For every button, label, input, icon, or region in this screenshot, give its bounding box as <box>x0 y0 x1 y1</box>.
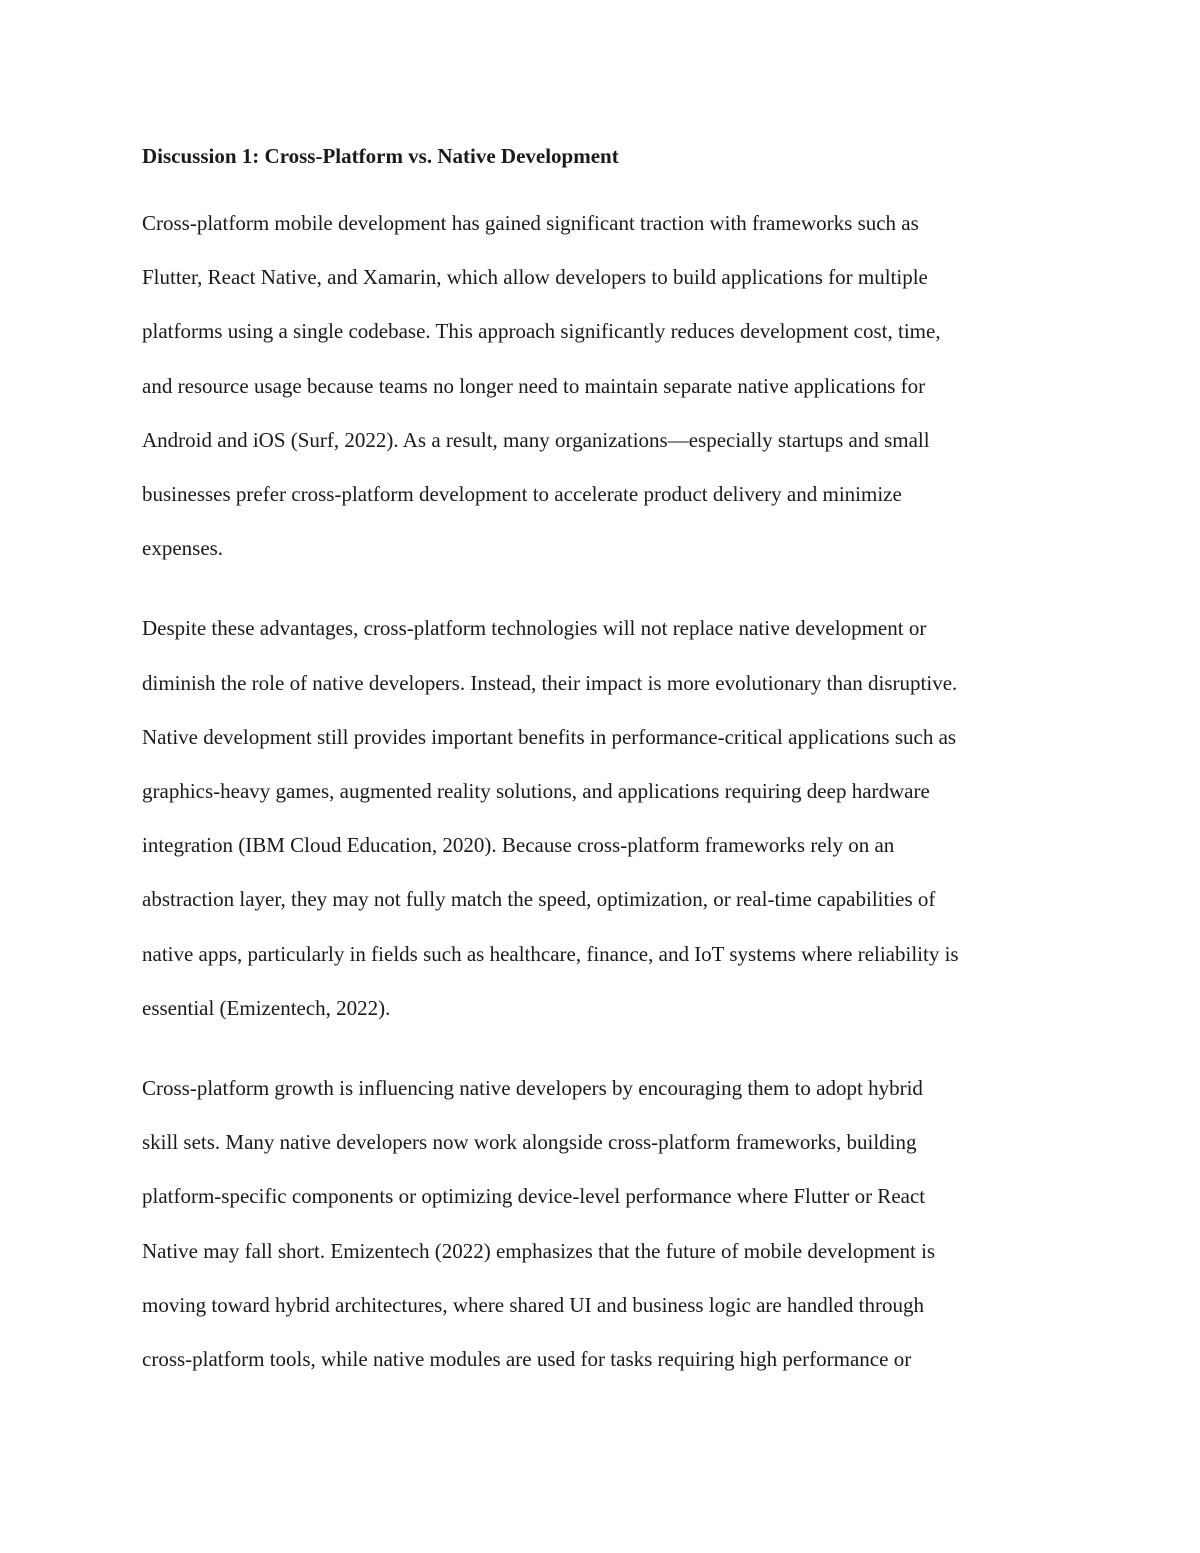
paragraph-line: Native may fall short. Emizentech (2022) emphasizes that the future of mobile development is <box>142 1238 936 1263</box>
paragraph-line: integration (IBM Cloud Education, 2020). Because cross-platform frameworks rely on an <box>142 833 895 858</box>
paragraph-line: Android and iOS (Surf, 2022). As a result, many organizations—especially startups and small <box>142 427 930 452</box>
paragraph-line: skill sets. Many native developers now work alongside cross-platform frameworks, building <box>142 1130 917 1155</box>
paragraph-line: essential (Emizentech, 2022). <box>142 995 391 1020</box>
paragraph-line: Cross-platform growth is influencing native developers by encouraging them to adopt hybrid <box>142 1076 923 1101</box>
paragraph-line: Despite these advantages, cross-platform technologies will not replace native development or <box>142 616 927 641</box>
paragraph-line: Cross-platform mobile development has gained significant traction with frameworks such as <box>142 211 919 235</box>
paragraph-line: Flutter, React Native, and Xamarin, which allow developers to build applications for multiple <box>142 265 928 290</box>
paragraph-line: moving toward hybrid architectures, where shared UI and business logic are handled through <box>142 1292 925 1317</box>
paragraph-line: and resource usage because teams no longer need to maintain separate native applications for <box>142 373 926 398</box>
paragraph-line: graphics-heavy games, augmented reality solutions, and applications requiring deep hardware <box>142 779 930 804</box>
document-title: Discussion 1: Cross-Platform vs. Native Development <box>142 144 619 168</box>
paragraph-line: native apps, particularly in fields such as healthcare, finance, and IoT systems where reliability is <box>142 941 959 966</box>
paragraph-line: businesses prefer cross-platform development to accelerate product delivery and minimize <box>142 482 902 507</box>
paragraph-line: cross-platform tools, while native modules are used for tasks requiring high performance or <box>142 1347 912 1372</box>
paragraph-3 <box>142 1061 1060 1386</box>
paragraph-line: abstraction layer, they may not fully match the speed, optimization, or real-time capabilities of <box>142 887 936 912</box>
paragraph-2 <box>142 601 1060 1035</box>
paragraph-line: diminish the role of native developers. Instead, their impact is more evolutionary than disruptive. <box>142 670 958 695</box>
paragraph-line: Native development still provides important benefits in performance-critical applications such as <box>142 724 957 749</box>
paragraph-line: platforms using a single codebase. This approach significantly reduces development cost, time, <box>142 319 941 344</box>
paragraph-1 <box>142 196 1060 575</box>
paragraph-line: platform-specific components or optimizing device-level performance where Flutter or React <box>142 1184 926 1209</box>
paragraph-line: expenses. <box>142 536 224 561</box>
